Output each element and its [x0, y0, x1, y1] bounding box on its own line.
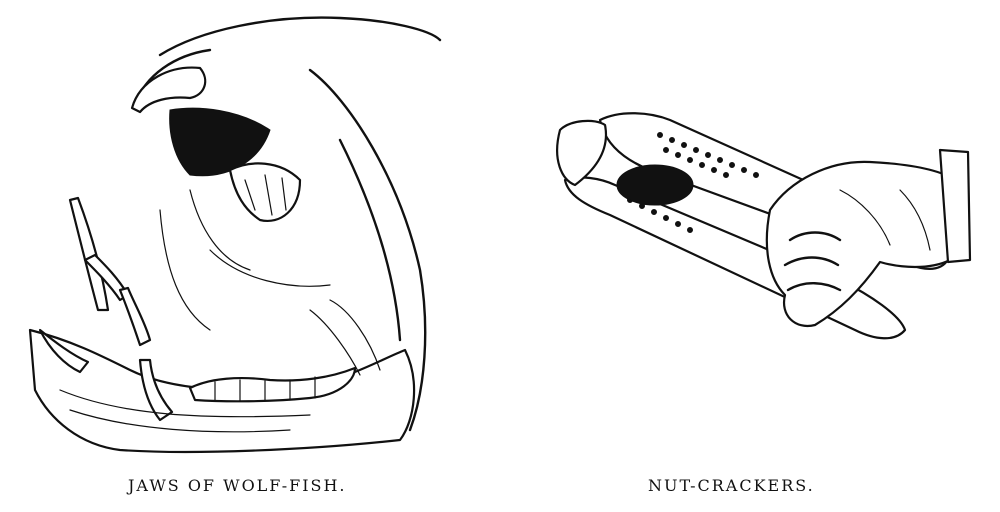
nut-crackers-illustration [540, 90, 980, 360]
nut-crackers-drawing [540, 90, 980, 360]
wolf-fish-jaws-drawing [10, 10, 450, 460]
nut-crackers-caption: NUT-CRACKERS. [648, 476, 815, 495]
wolf-fish-caption: JAWS OF WOLF-FISH. [128, 476, 347, 495]
wolf-fish-jaws-illustration [10, 10, 450, 460]
